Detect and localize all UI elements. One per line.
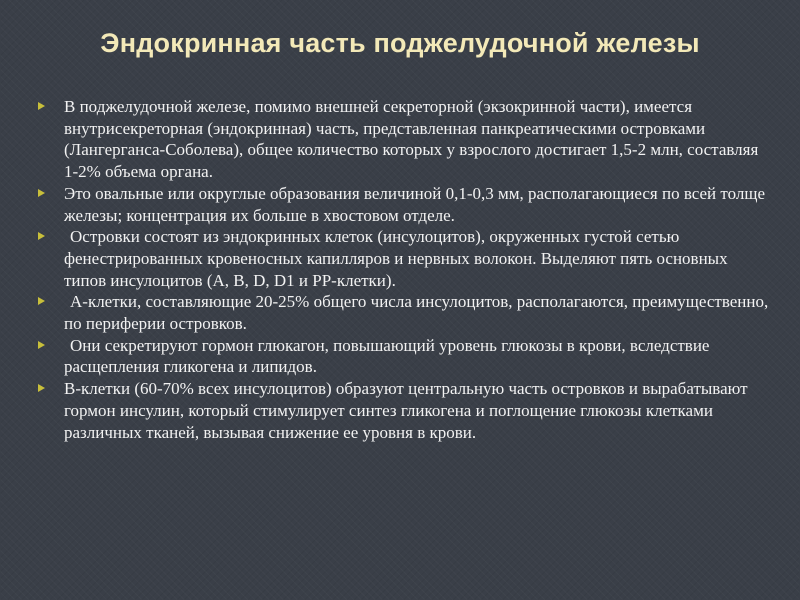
- bullet-list: [36, 96, 771, 443]
- bullet-item: [36, 226, 771, 291]
- bullet-arrow-icon: [38, 384, 45, 392]
- bullet-arrow-icon: [38, 102, 45, 110]
- bullet-text: В поджелудочной железе, помимо внешней секреторной (экзокринной части), имеется внутрисекреторная (эндокринная) часть, представленная панкреатическими островками (Лангерганса-Соболева), общее количество которых у взрослого достигает 1,5-2 млн, составляя 1-2% объема органа.: [64, 97, 759, 182]
- bullet-item: [36, 96, 771, 183]
- bullet-arrow-icon: [38, 297, 45, 305]
- bullet-arrow-icon: [38, 189, 45, 197]
- bullet-text: Они секретируют гормон глюкагон, повышающий уровень глюкозы в крови, вследствие расщепления гликогена и липидов.: [64, 335, 710, 377]
- bullet-text: А-клетки, составляющие 20-25% общего числа инсулоцитов, располагаются, преимущественно, по периферии островков.: [64, 292, 769, 334]
- bullet-item: [36, 335, 771, 378]
- bullet-text: Островки состоят из эндокринных клеток (инсулоцитов), окруженных густой сетью фенестрированных кровеносных капилляров и нервных волокон. Выделяют пять основных типов инсулоцитов (A, B, D, D1 и PP-клетки).: [64, 227, 728, 290]
- bullet-text: Это овальные или округлые образования величиной 0,1-0,3 мм, располагающиеся по всей толще железы; концентрация их больше в хвостовом отделе.: [64, 183, 766, 225]
- bullet-arrow-icon: [38, 232, 45, 240]
- bullet-text: В-клетки (60-70% всех инсулоцитов) образуют центральную часть островков и вырабатывают гормон инсулин, который стимулирует синтез гликогена и поглощение глюкозы клетками различных тканей, вызывая снижение ее уровня в крови.: [64, 379, 748, 442]
- bullet-item: [36, 291, 771, 334]
- bullet-item: [36, 378, 771, 443]
- slide-title: Эндокринная часть поджелудочной железы: [100, 28, 700, 58]
- bullet-item: [36, 183, 771, 226]
- bullet-arrow-icon: [38, 341, 45, 349]
